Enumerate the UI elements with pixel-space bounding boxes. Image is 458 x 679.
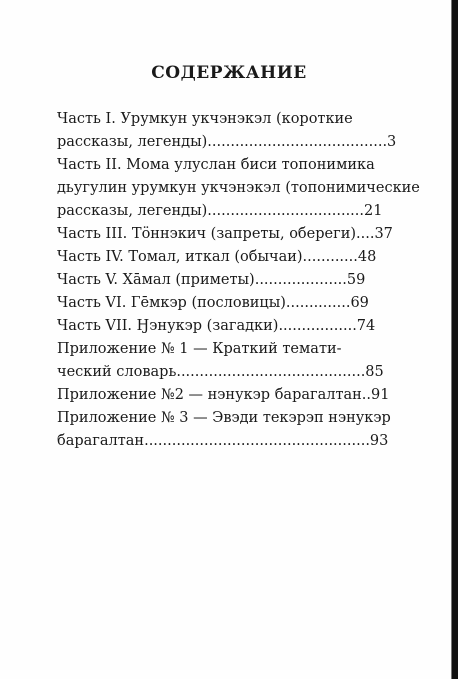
toc-line: Приложение №2 — нэнукэр барагалтан..91 [57, 387, 390, 403]
toc-line: рассказы, легенды).......................................3 [57, 134, 397, 150]
toc-line: Приложение № 1 — Краткий темати- [57, 341, 342, 357]
toc-line: дьугулин урумкун укчэнэкэл (топонимические [57, 180, 420, 196]
page-edge [452, 0, 458, 679]
toc-line: Часть I. Урумкун укчэнэкэл (короткие [57, 111, 353, 127]
toc-line: Приложение № 3 — Эвэди текэрэп нэнукэр [57, 410, 391, 426]
toc-line: Часть III. Тӧннэкич (запреты, обереги)....37 [57, 226, 393, 242]
toc-line: Часть II. Мома улуслан биси топонимика [57, 157, 375, 173]
toc-line: Часть V. Хāмал (приметы)....................59 [57, 272, 366, 288]
toc-line: барагалтан.................................................93 [57, 433, 389, 449]
toc-line: Часть VII. Ӈэнукэр (загадки).................74 [57, 318, 376, 334]
toc-line: Часть IV. Томал, иткал (обычаи)............48 [57, 249, 377, 265]
page-title: СОДЕРЖАНИЕ [151, 63, 307, 83]
toc-line: рассказы, легенды)..................................21 [57, 203, 383, 219]
toc-line: ческий словарь.........................................85 [57, 364, 384, 380]
toc-line: Часть VI. Гēмкэр (пословицы)..............69 [57, 295, 369, 311]
